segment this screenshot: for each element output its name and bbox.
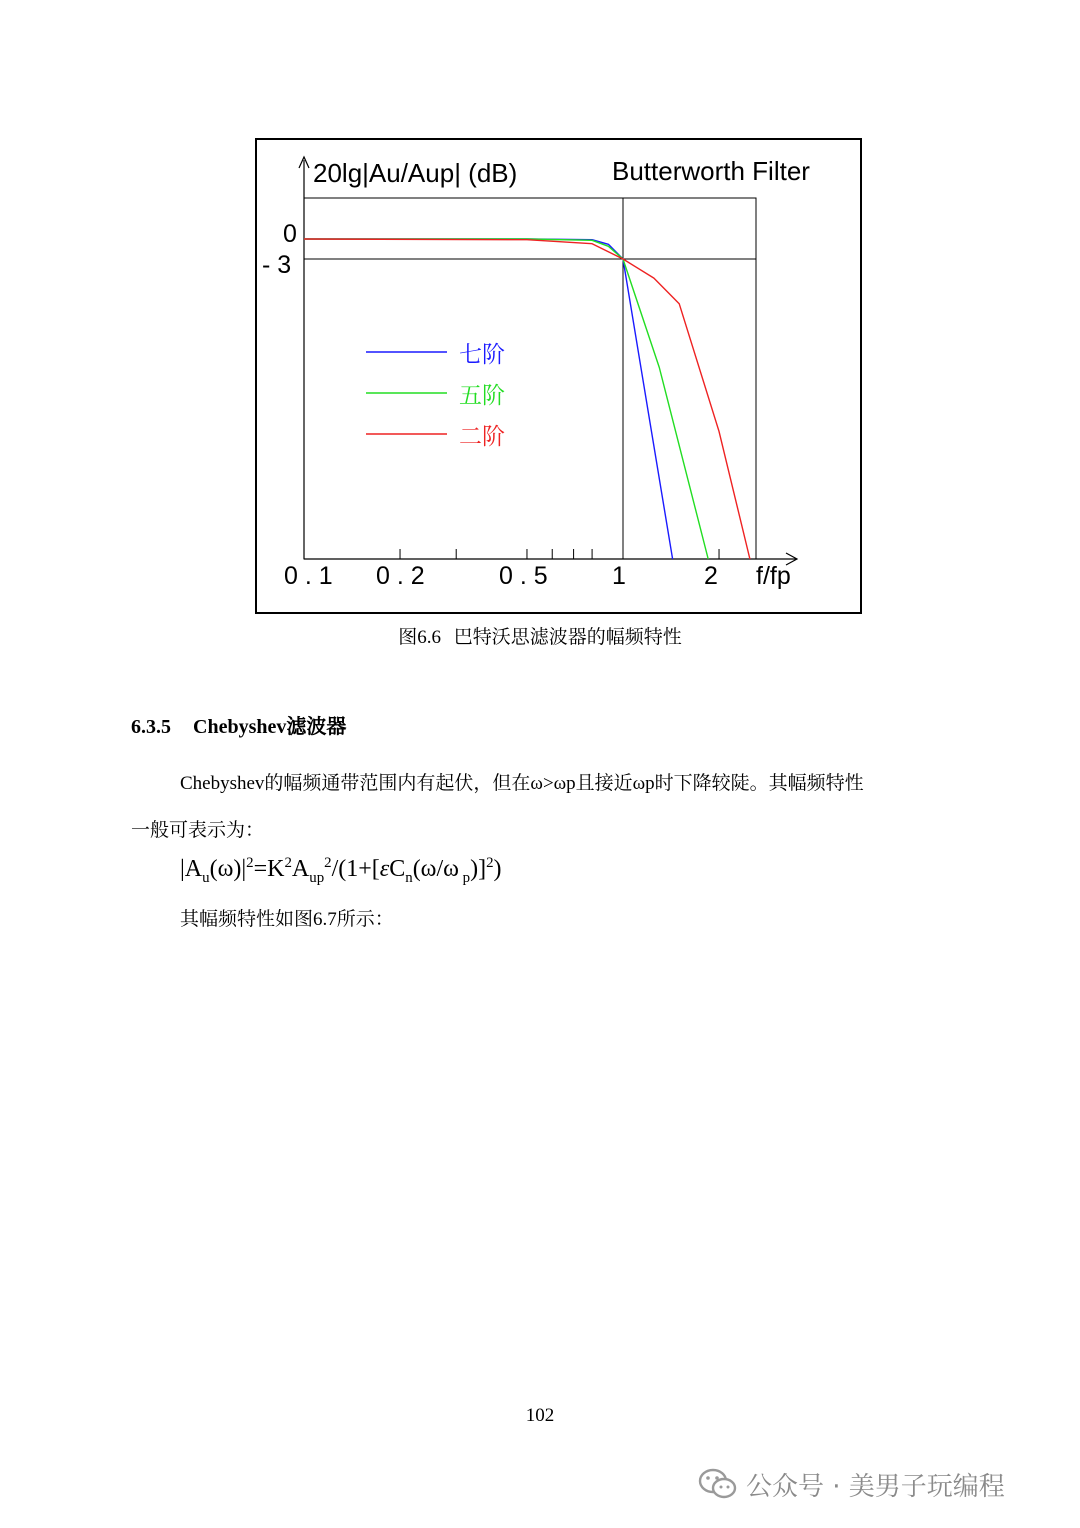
section-number: 6.3.5 bbox=[131, 716, 171, 738]
legend-label-0: 七阶 bbox=[459, 342, 505, 368]
x-tick-label-2: 2 bbox=[704, 562, 718, 590]
x-tick-label-0.2: 0 . 2 bbox=[376, 562, 425, 590]
watermark-text: 公众号 · 美男子玩编程 bbox=[746, 1471, 1005, 1502]
y-axis-label: 20lg|Au/Aup| (dB) bbox=[313, 158, 518, 188]
x-tick-label-0.1: 0 . 1 bbox=[284, 562, 333, 590]
paragraph-line-2: 一般可表示为： bbox=[131, 820, 265, 841]
paragraph-figure-ref: 其幅频特性如图6.7所示： bbox=[180, 909, 394, 930]
section-title: Chebyshev滤波器 bbox=[193, 716, 347, 738]
figure-caption bbox=[0, 622, 1080, 649]
series-line-2 bbox=[304, 239, 750, 559]
legend-label-1: 五阶 bbox=[459, 383, 505, 409]
chart-title: Butterworth Filter bbox=[612, 156, 810, 186]
magnitude-formula: $|A_u(\omega)|^2=K^2A_{up}^2/(1+[\varepsilon C_n(\omega/\omega$ $_p$)]$^2$) bbox=[180, 855, 502, 886]
butterworth-figure bbox=[0, 0, 1080, 660]
page-number: 102 bbox=[525, 1405, 555, 1426]
legend-label-2: 二阶 bbox=[459, 424, 505, 450]
x-tick-label-0.5: 0 . 5 bbox=[499, 562, 548, 590]
figure-frame bbox=[256, 139, 861, 613]
wechat-icon bbox=[698, 1467, 738, 1501]
watermark bbox=[698, 1466, 1005, 1502]
x-axis-label: f/fp bbox=[756, 562, 791, 590]
series-line-1 bbox=[304, 239, 708, 559]
x-tick-label-1: 1 bbox=[612, 562, 626, 590]
legend bbox=[366, 342, 505, 450]
caption-number: 图6.6 bbox=[398, 627, 441, 648]
curves bbox=[304, 239, 750, 559]
y-tick-minus3: - 3 bbox=[262, 251, 292, 279]
plot-area bbox=[304, 198, 756, 559]
caption-text: 巴特沃思滤波器的幅频特性 bbox=[453, 627, 682, 648]
y-tick-0: 0 bbox=[283, 220, 297, 248]
paragraph-line-1: Chebyshev的幅频通带范围内有起伏，但在ω>ωp且接近ωp时下降较陡。其幅频特性 bbox=[180, 773, 864, 794]
section-heading bbox=[131, 710, 346, 739]
